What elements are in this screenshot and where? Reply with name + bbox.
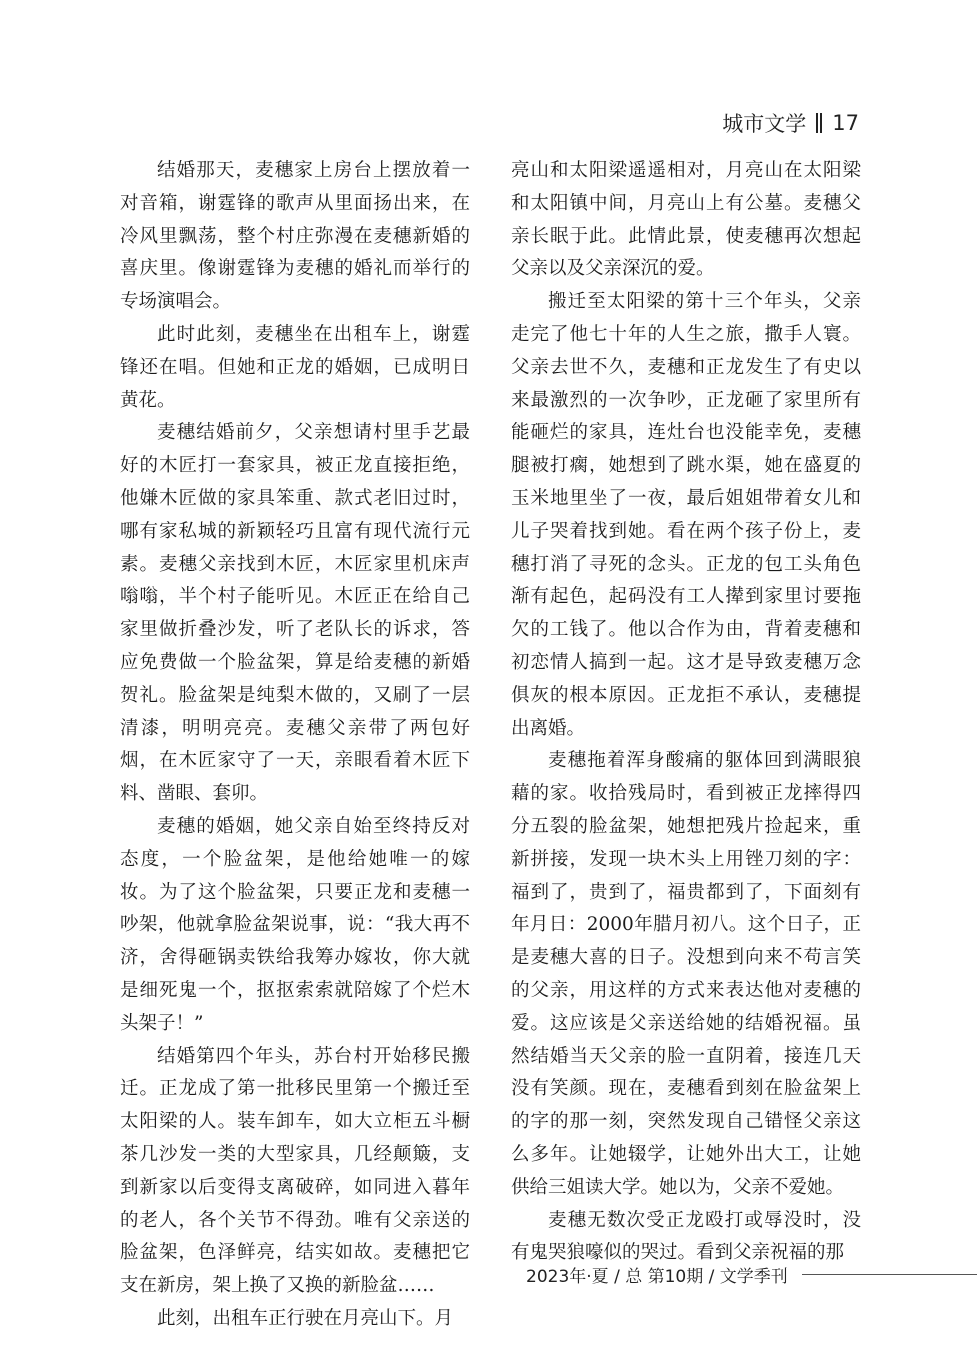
running-footer: [526, 1262, 977, 1287]
paragraph: 搬迁至太阳梁的第十三个年头，父亲走完了他七十年的人生之旅，撒手人寰。父亲去世不久，麦穗和正龙发生了有史以来最激烈的一次争吵，正龙砸了家里所有能砸烂的家具，连灶台也没能幸免，麦穗腿被打瘸，她想到了跳水渠，她在盛夏的玉米地里坐了一夜，最后姐姐带着女儿和儿子哭着找到她。看在两个孩子份上，麦穗打消了寻死的念头。正龙的包工头角色渐有起色，起码没有工人撵到家里讨要拖欠的工钱了。他以合作为由，背着麦穗和初恋情人搞到一起。这才是导致麦穗万念俱灰的根本原因。正龙拒不承认，麦穗提出离婚。: [511, 291, 861, 739]
paragraph: 麦穗拖着浑身酸痛的躯体回到满眼狼藉的家。收拾残局时，看到被正龙摔得四分五裂的脸盆架，她想把残片捡起来，重新拼接，发现一块木头上用锉刀刻的字：福到了，贵到了，福贵都到了，下面刻有年月日：2000年腊月初八。这个日子，正是麦穗大喜的日子。没想到向来不苟言笑的父亲，用这样的方式来表达他对麦穗的爱。这应该是父亲送给她的结婚祝福。虽然结婚当天父亲的脸一直阴着，接连几天没有笑颜。现在，麦穗看到刻在脸盆架上的字的那一刻，突然发现自己错怪父亲这么多年。让她辍学，让她外出大工，让她供给三姐读大学。她以为，父亲不爱她。: [511, 750, 861, 1198]
paragraph-continuation: 亮山和太阳梁遥遥相对，月亮山在太阳梁和太阳镇中间，月亮山上有公墓。麦穗父亲长眠于此。此情此景，使麦穗再次想起父亲以及父亲深沉的爱。: [511, 160, 861, 280]
paragraph: 结婚第四个年头，苏台村开始移民搬迁。正龙成了第一批移民里第一个搬迁至太阳梁的人。装车卸车，如大立柜五斗橱茶几沙发一类的大型家具，几经颠簸，支到新家以后变得支离破碎，如同进入暮年的老人，各个关节不得劲。唯有父亲送的脸盆架，色泽鲜亮，结实如故。麦穗把它支在新房，架上换了又换的新脸盆……: [120, 1045, 470, 1297]
paragraph: 此刻，出租车正行驶在月亮山下。月: [157, 1307, 454, 1329]
running-header: [722, 108, 859, 138]
paragraph: 结婚那天，麦穗家上房台上摆放着一对音箱，谢霆锋的歌声从里面扬出来，在冷风里飘荡，整个村庄弥漫在麦穗新婚的喜庆里。像谢霆锋为麦穗的婚礼而举行的专场演唱会。: [120, 160, 470, 313]
journal-name: 城市文学: [722, 112, 807, 136]
paragraph: 麦穗的婚姻，她父亲自始至终持反对态度，一个脸盆架，是他给她唯一的嫁妆。为了这个脸盆架，只要正龙和麦穗一吵架，他就拿脸盆架说事，说：“我大再不济，舍得砸锅卖铁给我筹办嫁妆，你大就是细死鬼一个，抠抠索索就陪嫁了个烂木头架子！”: [120, 815, 470, 1034]
right-column: [511, 155, 861, 1270]
issue-info: 2023年·夏 / 总 第10期 / 文学季刊: [526, 1267, 788, 1287]
left-column: [120, 155, 470, 1336]
paragraph: 麦穗无数次受正龙殴打或辱没时，没有鬼哭狼嚎似的哭过。看到父亲祝福的那: [511, 1209, 861, 1264]
header-divider: [816, 113, 822, 133]
page-number: 17: [832, 111, 859, 135]
footer-rule: [802, 1274, 977, 1275]
paragraph: 此时此刻，麦穗坐在出租车上，谢霆锋还在唱。但她和正龙的婚姻，已成明日黄花。: [120, 323, 470, 411]
paragraph: 麦穗结婚前夕，父亲想请村里手艺最好的木匠打一套家具，被正龙直接拒绝，他嫌木匠做的家具笨重、款式老旧过时，哪有家私城的新颖轻巧且富有现代流行元素。麦穗父亲找到木匠，木匠家里机床声嗡嗡，半个村子能听见。木匠正在给自己家里做折叠沙发，听了老队长的诉求，答应免费做一个脸盆架，算是给麦穗的新婚贺礼。脸盆架是纯梨木做的，又刷了一层清漆，明明亮亮。麦穗父亲带了两包好烟，在木匠家守了一天，亲眼看着木匠下料、凿眼、套卯。: [120, 422, 470, 805]
